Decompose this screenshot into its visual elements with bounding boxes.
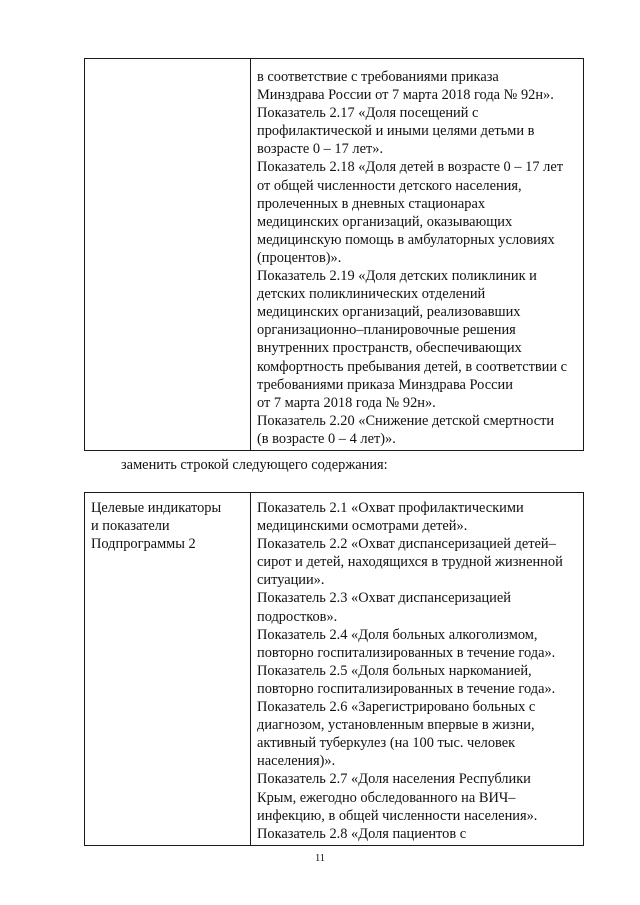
text-line: внутренних пространств, обеспечивающих: [257, 340, 522, 357]
text-line: Показатель 2.6 «Зарегистрировано больных с: [257, 699, 536, 716]
top-table: [84, 58, 584, 451]
bottom-table-right-cell: [251, 493, 584, 846]
text-line: инфекцию, в общей численности населения».: [257, 807, 538, 824]
table-row: [85, 493, 584, 846]
text-line: Показатель 2.3 «Охват диспансеризацией: [257, 590, 511, 607]
top-table-left-cell: [85, 59, 251, 451]
text-line: Показатель 2.17 «Доля посещений с: [257, 105, 479, 122]
text-line: Крым, ежегодно обследованного на ВИЧ–: [257, 789, 516, 806]
text-line: Показатель 2.5 «Доля больных наркоманией,: [257, 662, 532, 679]
text-line: Показатель 2.19 «Доля детских поликлиник и: [257, 268, 537, 285]
text-line: в соответствие с требованиями приказа: [257, 69, 499, 85]
text-line: медицинских организаций, реализовавших: [257, 304, 521, 321]
text-line: Минздрава России от 7 марта 2018 года № 92н».: [257, 87, 554, 104]
text-line: требованиями приказа Минздрава России: [257, 376, 513, 393]
text-line: Показатель 2.4 «Доля больных алкоголизмом,: [257, 626, 538, 643]
row-header-line: Целевые индикаторы: [91, 500, 222, 516]
text-line: сирот и детей, находящихся в трудной жизненной: [257, 554, 563, 571]
text-line: медицинскую помощь в амбулаторных условиях: [257, 231, 555, 248]
text-line: Показатель 2.7 «Доля населения Республики: [257, 771, 531, 788]
text-line: комфортность пребывания детей, в соответствии с: [257, 358, 568, 375]
text-line: профилактической и иными целями детьми в: [257, 123, 535, 140]
table-row: [85, 59, 584, 451]
bottom-table: [84, 492, 584, 846]
text-line: ситуации».: [257, 572, 325, 589]
text-line: активный туберкулез (на 100 тыс. человек: [257, 735, 516, 752]
bottom-table-left-cell: [85, 493, 251, 846]
text-line: от общей численности детского населения,: [257, 177, 522, 194]
text-line: Показатель 2.8 «Доля пациентов с: [257, 825, 467, 842]
text-line: диагнозом, установленным впервые в жизни,: [257, 717, 535, 734]
text-line: Показатель 2.1 «Охват профилактическими: [257, 500, 524, 516]
row-header-line: Подпрограммы 2: [91, 536, 196, 553]
top-table-right-cell: [251, 59, 584, 451]
text-line: (процентов)».: [257, 249, 342, 266]
text-line: повторно госпитализированных в течение года».: [257, 680, 556, 697]
text-line: повторно госпитализированных в течение года».: [257, 644, 556, 661]
text-line: от 7 марта 2018 года № 92н».: [257, 394, 436, 411]
text-line: (в возрасте 0 – 4 лет)».: [257, 430, 396, 447]
text-line: возрасте 0 – 17 лет».: [257, 141, 384, 158]
text-line: организационно–планировочные решения: [257, 322, 516, 339]
text-line: Показатель 2.2 «Охват диспансеризацией детей–: [257, 536, 556, 553]
text-line: подростков».: [257, 608, 338, 625]
text-line: Показатель 2.18 «Доля детей в возрасте 0 – 17 лет: [257, 159, 563, 176]
text-line: медицинских организаций, оказывающих: [257, 213, 513, 230]
text-line: Показатель 2.20 «Снижение детской смертности: [257, 412, 555, 429]
row-header-line: и показатели: [91, 518, 170, 535]
text-line: населения)».: [257, 753, 336, 770]
page-number: 11: [314, 853, 326, 864]
text-line: детских поликлинических отделений: [257, 286, 486, 303]
text-line: пролеченных в дневных стационарах: [257, 195, 486, 212]
replace-instruction: заменить строкой следующего содержания:: [121, 457, 388, 473]
text-line: медицинскими осмотрами детей».: [257, 518, 468, 535]
